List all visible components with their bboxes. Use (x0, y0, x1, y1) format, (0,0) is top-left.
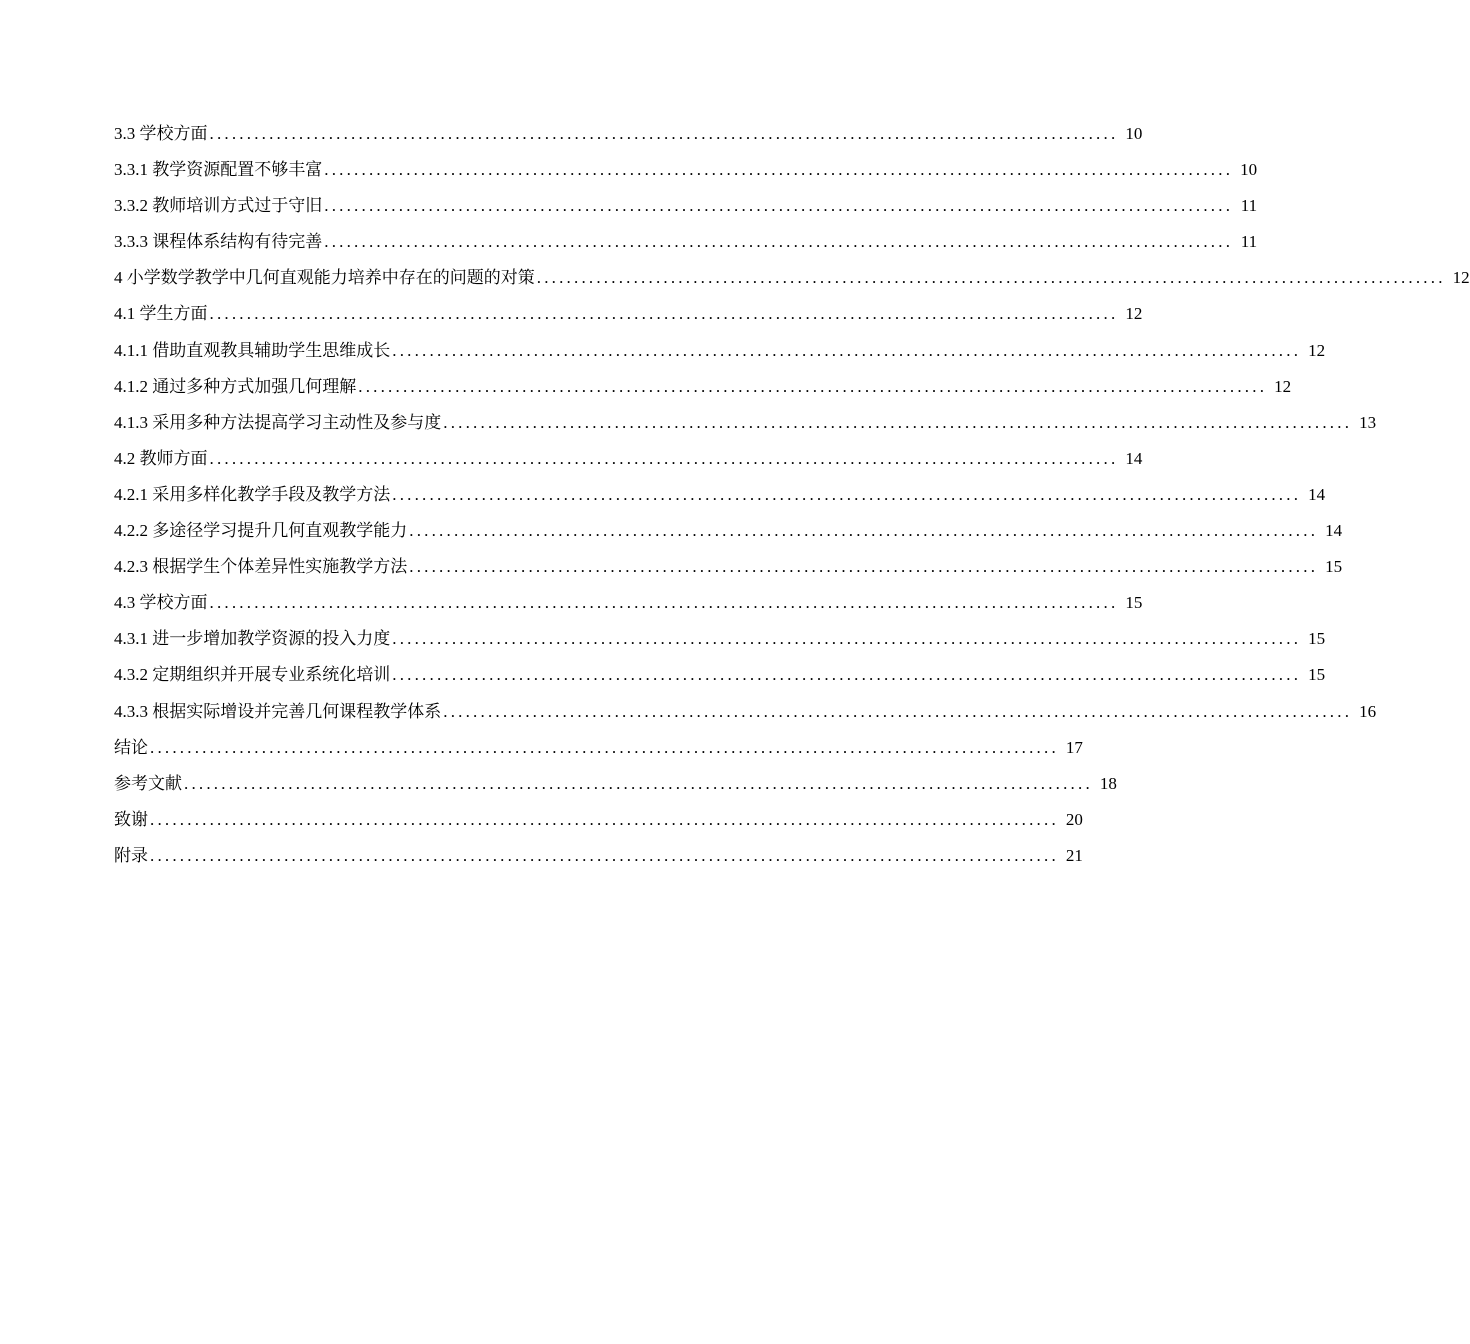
toc-entry[interactable] (114, 336, 1326, 372)
toc-entry-page: 15 (1308, 629, 1326, 649)
toc-dot-leader: .......................................................................................................................... (536, 268, 1446, 288)
toc-entry-title: 4 小学数学教学中几何直观能力培养中存在的问题的对策 (114, 268, 535, 288)
toc-entry-page: 11 (1240, 196, 1258, 216)
toc-entry[interactable] (114, 841, 1083, 877)
toc-dot-leader: .......................................................................................................................... (392, 340, 1302, 360)
toc-entry-title: 4.1.3 采用多种方法提高学习主动性及参与度 (114, 412, 442, 432)
toc-entry[interactable] (114, 299, 1143, 335)
toc-entry[interactable] (114, 263, 1470, 299)
toc-entry[interactable] (114, 697, 1377, 733)
toc-entry-page: 16 (1359, 701, 1377, 721)
toc-entry[interactable] (114, 480, 1326, 516)
toc-entry-title: 4.3 学校方面 (114, 593, 208, 613)
toc-entry-title: 3.3.2 教师培训方式过于守旧 (114, 196, 323, 216)
toc-dot-leader: .......................................................................................................................... (409, 521, 1319, 541)
toc-entry-title: 4.1 学生方面 (114, 304, 208, 324)
toc-dot-leader: .......................................................................................................................... (443, 412, 1353, 432)
toc-entry-page: 11 (1240, 232, 1258, 252)
toc-dot-leader: .......................................................................................................................... (209, 124, 1119, 143)
toc-entry-title: 3.3.1 教学资源配置不够丰富 (114, 160, 323, 180)
toc-dot-leader: .......................................................................................................................... (209, 304, 1119, 324)
toc-entry-page: 15 (1125, 593, 1143, 613)
toc-entry[interactable] (114, 624, 1326, 660)
toc-entry[interactable] (114, 372, 1292, 408)
toc-dot-leader: .......................................................................................................................... (409, 557, 1319, 577)
toc-entry[interactable] (114, 408, 1377, 444)
toc-entry-page: 15 (1308, 665, 1326, 685)
table-of-contents (114, 119, 1470, 877)
toc-entry-page: 18 (1099, 773, 1117, 793)
toc-entry-title: 4.1.2 通过多种方式加强几何理解 (114, 376, 357, 396)
toc-entry-page: 12 (1125, 304, 1143, 324)
toc-entry[interactable] (114, 769, 1117, 805)
toc-entry-title: 结论 (114, 737, 148, 757)
toc-entry[interactable] (114, 588, 1143, 624)
toc-entry-page: 12 (1308, 340, 1326, 360)
toc-entry-page: 10 (1125, 124, 1143, 143)
toc-entry-title: 4.2.1 采用多样化教学手段及教学方法 (114, 484, 391, 504)
toc-dot-leader: .......................................................................................................................... (324, 196, 1234, 216)
toc-entry[interactable] (114, 227, 1258, 263)
toc-entry[interactable] (114, 552, 1343, 588)
toc-entry-page: 15 (1325, 557, 1343, 577)
toc-dot-leader: .......................................................................................................................... (150, 845, 1059, 865)
toc-entry[interactable] (114, 155, 1258, 191)
toc-entry-title: 4.1.1 借助直观教具辅助学生思维成长 (114, 340, 391, 360)
toc-entry-title: 附录 (114, 845, 148, 865)
toc-entry-page: 21 (1065, 845, 1083, 865)
toc-entry-title: 致谢 (114, 809, 148, 829)
toc-entry[interactable] (114, 516, 1343, 552)
toc-entry[interactable] (114, 444, 1143, 480)
toc-entry-page: 14 (1308, 484, 1326, 504)
toc-entry-title: 4.2.2 多途径学习提升几何直观教学能力 (114, 521, 408, 541)
toc-dot-leader: .......................................................................................................................... (184, 773, 1093, 793)
toc-dot-leader: .......................................................................................................................... (392, 629, 1302, 649)
toc-dot-leader: .......................................................................................................................... (150, 737, 1059, 757)
toc-dot-leader: .......................................................................................................................... (150, 809, 1059, 829)
toc-entry-page: 12 (1452, 268, 1470, 288)
toc-entry-title: 4.2.3 根据学生个体差异性实施教学方法 (114, 557, 408, 577)
toc-dot-leader: .......................................................................................................................... (209, 593, 1119, 613)
toc-entry-title: 3.3 学校方面 (114, 124, 208, 143)
toc-entry[interactable] (114, 191, 1258, 227)
toc-entry-title: 4.3.1 进一步增加教学资源的投入力度 (114, 629, 391, 649)
toc-dot-leader: .......................................................................................................................... (392, 484, 1302, 504)
toc-entry-page: 14 (1125, 448, 1143, 468)
toc-dot-leader: .......................................................................................................................... (209, 448, 1119, 468)
toc-dot-leader: .......................................................................................................................... (324, 232, 1234, 252)
toc-entry[interactable] (114, 119, 1143, 155)
toc-entry-title: 4.3.3 根据实际增设并完善几何课程教学体系 (114, 701, 442, 721)
toc-entry[interactable] (114, 733, 1083, 769)
toc-entry[interactable] (114, 660, 1326, 696)
toc-entry-page: 20 (1065, 809, 1083, 829)
toc-dot-leader: .......................................................................................................................... (392, 665, 1302, 685)
toc-entry-page: 12 (1274, 376, 1292, 396)
toc-dot-leader: .......................................................................................................................... (443, 701, 1353, 721)
toc-entry-page: 13 (1359, 412, 1377, 432)
toc-dot-leader: .......................................................................................................................... (324, 160, 1234, 180)
toc-dot-leader: .......................................................................................................................... (358, 376, 1268, 396)
toc-entry-title: 4.3.2 定期组织并开展专业系统化培训 (114, 665, 391, 685)
toc-entry[interactable] (114, 805, 1083, 841)
toc-entry-page: 14 (1325, 521, 1343, 541)
toc-entry-page: 10 (1240, 160, 1258, 180)
toc-entry-title: 3.3.3 课程体系结构有待完善 (114, 232, 323, 252)
toc-entry-page: 17 (1065, 737, 1083, 757)
toc-entry-title: 4.2 教师方面 (114, 448, 208, 468)
toc-entry-title: 参考文献 (114, 773, 182, 793)
